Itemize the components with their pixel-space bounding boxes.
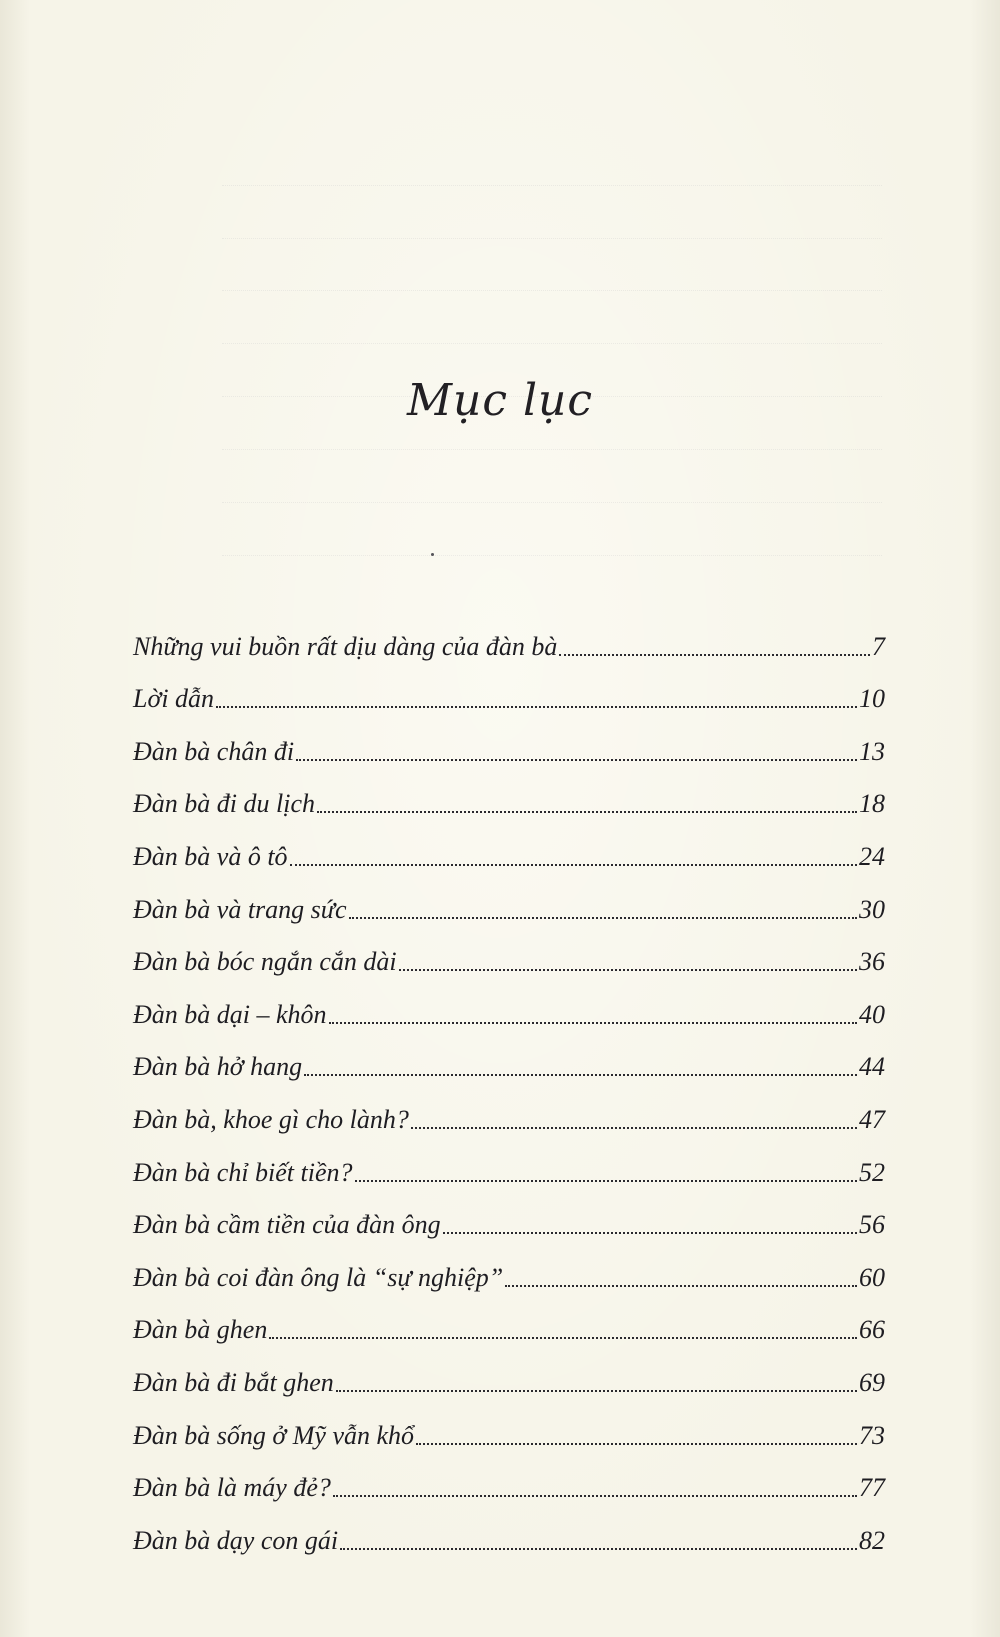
dot-leader: [269, 1337, 857, 1339]
dot-leader: [296, 759, 857, 761]
toc-entry-page: 52: [859, 1157, 885, 1187]
dot-leader: [443, 1232, 857, 1234]
toc-entry: [133, 1240, 885, 1293]
toc-entry-title: Đàn bà, khoe gì cho lành?: [133, 1104, 409, 1134]
toc-entry-page: 10: [859, 684, 885, 714]
toc-entry-title: Đàn bà và trang sức: [133, 894, 347, 924]
dot-leader: [340, 1548, 857, 1550]
toc-entry-title: Đàn bà bóc ngắn cắn dài: [133, 947, 397, 977]
toc-entry: [133, 609, 885, 662]
toc-entry: [133, 1135, 885, 1188]
dot-leader: [416, 1443, 857, 1445]
toc-entry: [133, 1451, 885, 1504]
toc-entry-page: 69: [859, 1367, 885, 1397]
toc-entry-title: Đàn bà chỉ biết tiền?: [133, 1157, 353, 1187]
toc-entry-page: 73: [859, 1420, 885, 1450]
dot-leader: [333, 1495, 857, 1497]
toc-entry-title: Đàn bà ghen: [133, 1315, 268, 1345]
dot-leader: [336, 1390, 857, 1392]
bleed-through-line: [222, 343, 882, 345]
toc-entry: [133, 714, 885, 767]
toc-entry-page: 13: [859, 736, 885, 766]
toc-entry: [133, 925, 885, 978]
bleed-through-line: [222, 502, 882, 504]
ink-speck: [431, 553, 434, 556]
toc-entry: [133, 1503, 885, 1556]
toc-entry-page: 18: [859, 789, 885, 819]
toc-entry-title: Đàn bà dại – khôn: [133, 999, 327, 1029]
toc-entry-page: 56: [859, 1210, 885, 1240]
toc-entry-page: 66: [859, 1315, 885, 1345]
toc-entry-page: 44: [859, 1052, 885, 1082]
toc-entry-title: Đàn bà dạy con gái: [133, 1525, 339, 1555]
toc-entry-page: 24: [859, 841, 885, 871]
dot-leader: [317, 811, 857, 813]
bleed-through-line: [222, 238, 882, 240]
toc-entry-page: 47: [859, 1104, 885, 1134]
dot-leader: [304, 1074, 857, 1076]
toc-entry-title: Lời dẫn: [133, 684, 215, 714]
toc-entry: [133, 872, 885, 925]
toc-entry: [133, 1293, 885, 1346]
toc-entry-title: Đàn bà coi đàn ông là “sự nghiệp”: [133, 1262, 504, 1292]
toc-entry: [133, 662, 885, 715]
dot-leader: [216, 706, 857, 708]
bleed-through-line: [222, 185, 882, 187]
dot-leader: [505, 1285, 857, 1287]
dot-leader: [399, 969, 857, 971]
toc-entry-page: 30: [859, 894, 885, 924]
toc-entry-title: Đàn bà cầm tiền của đàn ông: [133, 1210, 441, 1240]
dot-leader: [349, 917, 858, 919]
toc-entry: [133, 977, 885, 1030]
toc-entry-page: 7: [872, 631, 885, 661]
toc-entry-page: 40: [859, 999, 885, 1029]
toc-entry-title: Đàn bà sống ở Mỹ vẫn khổ: [133, 1420, 415, 1450]
toc-entry-title: Đàn bà đi du lịch: [133, 789, 315, 819]
toc-entry-page: 77: [859, 1473, 885, 1503]
dot-leader: [411, 1127, 857, 1129]
bleed-through-line: [222, 290, 882, 292]
bleed-through-line: [222, 449, 882, 451]
toc-entry-title: Đàn bà là máy đẻ?: [133, 1473, 331, 1503]
toc-entry: [133, 819, 885, 872]
toc-entry-title: Đàn bà đi bắt ghen: [133, 1367, 334, 1397]
toc-entry: [133, 1398, 885, 1451]
table-of-contents: [133, 609, 885, 1556]
dot-leader: [290, 864, 857, 866]
toc-entry: [133, 1188, 885, 1241]
toc-entry-title: Đàn bà hở hang: [133, 1052, 303, 1082]
toc-entry-title: Đàn bà chân đi: [133, 736, 295, 766]
toc-entry: [133, 1345, 885, 1398]
toc-entry-title: Đàn bà và ô tô: [133, 841, 288, 871]
toc-entry-page: 82: [859, 1525, 885, 1555]
toc-entry: [133, 1030, 885, 1083]
page-title: Mục lục: [406, 375, 594, 426]
toc-entry-title: Những vui buồn rất dịu dàng của đàn bà: [133, 631, 558, 661]
toc-entry: [133, 1082, 885, 1135]
toc-entry-page: 36: [859, 947, 885, 977]
toc-entry: [133, 767, 885, 820]
toc-entry-page: 60: [859, 1262, 885, 1292]
dot-leader: [559, 654, 870, 656]
dot-leader: [329, 1022, 857, 1024]
bleed-through-line: [222, 555, 882, 557]
dot-leader: [355, 1180, 857, 1182]
